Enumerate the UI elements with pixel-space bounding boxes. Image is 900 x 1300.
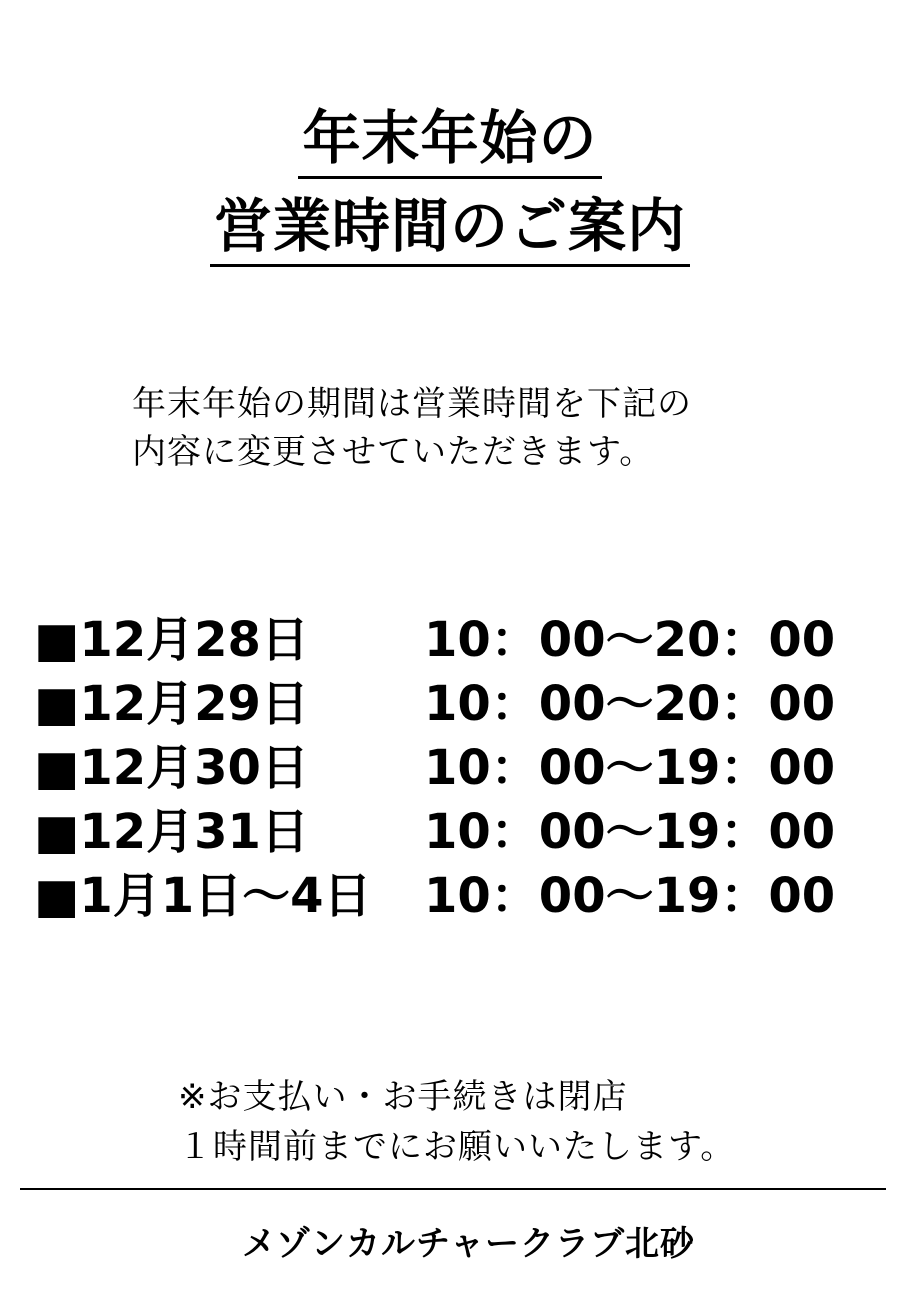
schedule-list	[34, 608, 874, 928]
intro-text	[132, 380, 692, 476]
schedule-row	[34, 608, 874, 672]
schedule-row	[34, 864, 874, 928]
intro-line-2: 内容に変更させていただきます。	[132, 432, 655, 472]
schedule-row	[34, 800, 874, 864]
schedule-date: ■12月31日	[34, 804, 309, 860]
note-line-2: １時間前までにお願いいたします。	[178, 1127, 736, 1167]
schedule-hours: 10：00～20：00	[424, 676, 836, 732]
schedule-row	[34, 672, 874, 736]
intro-line-1: 年末年始の期間は営業時間を下記の	[132, 384, 692, 424]
payment-note	[178, 1072, 735, 1172]
schedule-date: ■12月30日	[34, 740, 309, 796]
title-line-1: 年末年始の	[298, 100, 601, 179]
schedule-hours: 10：00～19：00	[424, 868, 836, 924]
schedule-hours: 10：00～20：00	[424, 612, 836, 668]
schedule-date: ■12月29日	[34, 676, 309, 732]
schedule-date: ■1月1日～4日	[34, 868, 372, 924]
footer-divider	[20, 1188, 886, 1190]
note-line-1: ※お支払い・お手続きは閉店	[178, 1077, 628, 1117]
title-line-2: 営業時間のご案内	[210, 188, 690, 267]
schedule-hours: 10：00～19：00	[424, 804, 836, 860]
schedule-hours: 10：00～19：00	[424, 740, 836, 796]
store-name: メゾンカルチャークラブ北砂	[242, 1224, 695, 1264]
schedule-row	[34, 736, 874, 800]
page-title	[0, 100, 900, 276]
schedule-date: ■12月28日	[34, 612, 309, 668]
